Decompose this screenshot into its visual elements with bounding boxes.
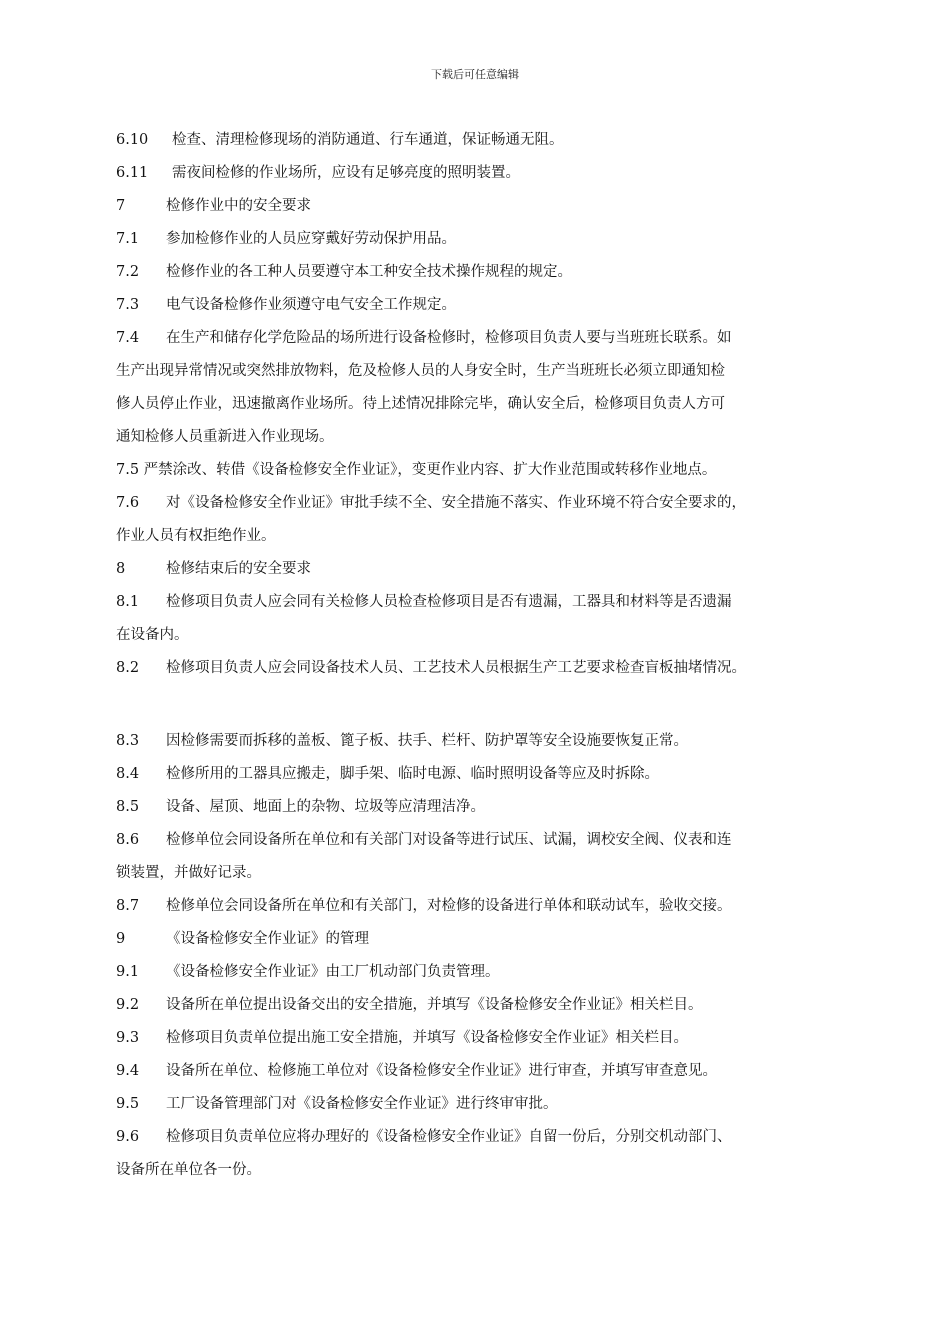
- clause-8-6: [116, 824, 842, 857]
- clause-text: 参加检修作业的人员应穿戴好劳动保护用品。: [166, 231, 456, 247]
- clause-number: 7.2: [116, 264, 140, 280]
- clause-text: 检修项目负责单位提出施工安全措施，并填写《设备检修安全作业证》相关栏目。: [166, 1030, 688, 1046]
- clause-number: 7.3: [116, 297, 140, 313]
- document-body: [116, 124, 842, 1187]
- clause-number: 7.5: [116, 462, 140, 478]
- clause-8-1-cont: 在设备内。: [116, 627, 189, 643]
- clause-7-2: [116, 256, 842, 289]
- clause-number: 8.5: [116, 799, 140, 815]
- clause-7-3: [116, 289, 842, 322]
- clause-number: 7.4: [116, 330, 140, 346]
- clause-number: 9.1: [116, 964, 140, 980]
- clause-9-6: [116, 1121, 842, 1154]
- clause-6-11: [116, 157, 842, 190]
- clause-text: 检修单位会同设备所在单位和有关部门对设备等进行试压、试漏，调校安全阀、仪表和连: [166, 832, 732, 848]
- clause-number: 8.4: [116, 766, 140, 782]
- section-number: 9: [116, 931, 126, 947]
- clause-6-10: [116, 124, 842, 157]
- clause-text: 《设备检修安全作业证》由工厂机动部门负责管理。: [166, 964, 500, 980]
- clause-7-4-cont: 通知检修人员重新进入作业现场。: [116, 429, 334, 445]
- clause-number: 9.6: [116, 1129, 140, 1145]
- clause-number: 9.3: [116, 1030, 140, 1046]
- clause-number: 6.10: [116, 132, 149, 148]
- clause-text: 设备所在单位提出设备交出的安全措施，并填写《设备检修安全作业证》相关栏目。: [166, 997, 703, 1013]
- clause-7-4-cont: 生产出现异常情况或突然排放物料，危及检修人员的人身安全时，生产当班班长必须立即通知检: [116, 363, 725, 379]
- clause-text: 检修项目负责人应会同设备技术人员、工艺技术人员根据生产工艺要求检查盲板抽堵情况。: [166, 660, 746, 676]
- section-7-heading: [116, 190, 842, 223]
- clause-text: 因检修需要而拆移的盖板、篦子板、扶手、栏杆、防护罩等安全设施要恢复正常。: [166, 733, 688, 749]
- clause-8-1: [116, 586, 842, 619]
- clause-number: 8.6: [116, 832, 140, 848]
- clause-8-4: [116, 758, 842, 791]
- clause-text: 在生产和储存化学危险品的场所进行设备检修时，检修项目负责人要与当班班长联系。如: [166, 330, 732, 346]
- clause-8-5: [116, 791, 842, 824]
- clause-number: 9.5: [116, 1096, 140, 1112]
- clause-number: 7.6: [116, 495, 140, 511]
- clause-text: 检修作业的各工种人员要遵守本工种安全技术操作规程的规定。: [166, 264, 572, 280]
- clause-text: 检修项目负责单位应将办理好的《设备检修安全作业证》自留一份后，分别交机动部门、: [166, 1129, 732, 1145]
- clause-7-4: [116, 322, 842, 355]
- clause-text: 设备、屋顶、地面上的杂物、垃圾等应清理洁净。: [166, 799, 485, 815]
- clause-number: 8.1: [116, 594, 140, 610]
- section-8-heading: [116, 553, 842, 586]
- section-title: 《设备检修安全作业证》的管理: [166, 931, 369, 947]
- clause-text: 检修所用的工器具应搬走，脚手架、临时电源、临时照明设备等应及时拆除。: [166, 766, 659, 782]
- clause-text: 检查、清理检修现场的消防通道、行车通道，保证畅通无阻。: [172, 132, 564, 148]
- clause-9-2: [116, 989, 842, 1022]
- clause-8-7: [116, 890, 842, 923]
- blank-line: [116, 685, 842, 725]
- clause-9-1: [116, 956, 842, 989]
- clause-text: 设备所在单位、检修施工单位对《设备检修安全作业证》进行审查，并填写审查意见。: [166, 1063, 717, 1079]
- clause-7-4-cont: 修人员停止作业，迅速撤离作业场所。待上述情况排除完毕，确认安全后，检修项目负责人方可: [116, 396, 725, 412]
- section-title: 检修结束后的安全要求: [166, 561, 311, 577]
- section-number: 8: [116, 561, 126, 577]
- clause-text: 对《设备检修安全作业证》审批手续不全、安全措施不落实、作业环境不符合安全要求的，: [166, 495, 746, 511]
- clause-number: 8.7: [116, 898, 140, 914]
- page-header: 下载后可任意编辑: [431, 68, 519, 81]
- clause-7-1: [116, 223, 842, 256]
- clause-9-4: [116, 1055, 842, 1088]
- clause-text: 工厂设备管理部门对《设备检修安全作业证》进行终审审批。: [166, 1096, 558, 1112]
- section-number: 7: [116, 198, 126, 214]
- clause-7-5: [116, 454, 842, 487]
- clause-number: 7.1: [116, 231, 140, 247]
- clause-number: 6.11: [116, 165, 149, 181]
- section-title: 检修作业中的安全要求: [166, 198, 311, 214]
- clause-9-3: [116, 1022, 842, 1055]
- clause-text: 需夜间检修的作业场所，应设有足够亮度的照明装置。: [172, 165, 520, 181]
- clause-7-6: [116, 487, 842, 520]
- clause-text: 电气设备检修作业须遵守电气安全工作规定。: [166, 297, 456, 313]
- clause-number: 8.3: [116, 733, 140, 749]
- clause-number: 8.2: [116, 660, 140, 676]
- clause-number: 9.4: [116, 1063, 140, 1079]
- clause-9-6-cont: 设备所在单位各一份。: [116, 1162, 261, 1178]
- clause-number: 9.2: [116, 997, 140, 1013]
- clause-text: 检修单位会同设备所在单位和有关部门，对检修的设备进行单体和联动试车，验收交接。: [166, 898, 732, 914]
- clause-8-6-cont: 锁装置，并做好记录。: [116, 865, 261, 881]
- section-9-heading: [116, 923, 842, 956]
- clause-8-2: [116, 652, 842, 685]
- clause-7-6-cont: 作业人员有权拒绝作业。: [116, 528, 276, 544]
- clause-text: 检修项目负责人应会同有关检修人员检查检修项目是否有遗漏，工器具和材料等是否遗漏: [166, 594, 732, 610]
- clause-text: 严禁涂改、转借《设备检修安全作业证》，变更作业内容、扩大作业范围或转移作业地点。: [143, 462, 717, 478]
- clause-8-3: [116, 725, 842, 758]
- clause-9-5: [116, 1088, 842, 1121]
